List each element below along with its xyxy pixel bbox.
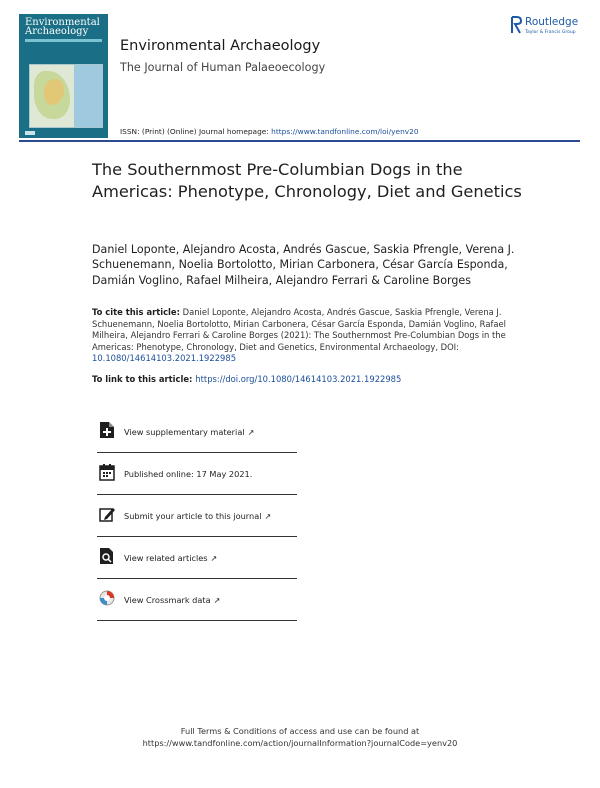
routledge-logo[interactable] [511,16,583,40]
cover-strip [25,39,102,42]
external-link-icon: ↗ [247,428,255,437]
crossmark-icon [99,589,115,607]
cite-text: Daniel Loponte, Alejandro Acosta, Andrés Gascue, Saskia Pfrengle, Verena J. Schuenemann, Noelia Bortolotto, Mirian Carbonera, César García Esponda, Damián Voglino, Rafael Milheira, Alejandro Ferrari & Caroline Borges (2021): The Southernmost Pre-Columbian Dogs in the Americas: Phenotype, Chronology, Diet and Genetics, Environmental Archaeology, DOI: [92,307,507,352]
issn-line [120,127,419,136]
calendar-icon [99,463,115,481]
citation-block [92,307,512,365]
external-link-icon: ↗ [264,512,272,521]
view-related-articles-link[interactable] [97,537,297,579]
external-link-icon: ↗ [213,596,221,605]
view-supplementary-material-link[interactable] [97,411,297,453]
link-label: To link to this article: [92,374,196,384]
header-divider [19,140,580,142]
terms-text: Full Terms & Conditions of access and use can be found at [180,726,420,736]
edit-icon [99,505,115,523]
article-title: The Southernmost Pre-Columbian Dogs in the Americas: Phenotype, Chronology, Diet and Genetics [92,160,522,201]
journal-subtitle: The Journal of Human Palaeoecology [120,61,326,74]
cover-publisher-mark [25,131,35,135]
issn-text: ISSN: (Print) (Online) Journal homepage: [120,127,272,136]
action-label: Published online: 17 May 2021. [124,469,253,479]
external-link-icon: ↗ [210,554,218,563]
publisher-name: Routledge [525,16,579,28]
action-label: Submit your article to this journal [124,511,262,521]
article-actions-list [97,411,297,621]
journal-cover-image [19,14,108,138]
cover-map-illustration [29,64,103,128]
submit-article-link[interactable] [97,495,297,537]
view-crossmark-link[interactable] [97,579,297,621]
doi-link[interactable]: 10.1080/14614103.2021.1922985 [92,353,237,364]
article-doi-url[interactable]: https://doi.org/10.1080/14614103.2021.1922985 [195,374,402,384]
routledge-r-icon [511,16,522,34]
terms-link[interactable]: https://www.tandfonline.com/action/journalInformation?journalCode=yenv20 [142,737,458,748]
cite-label: To cite this article: [92,307,180,317]
article-link-line [92,374,401,384]
publisher-tagline: Taylor & Francis Group [525,30,576,35]
action-label: View Crossmark data [124,595,211,605]
journal-homepage-link[interactable]: https://www.tandfonline.com/loi/yenv20 [271,127,419,136]
action-label: View related articles [124,553,208,563]
journal-title[interactable]: Environmental Archaeology [120,38,321,54]
cover-title-line1: Environmental [25,17,100,28]
cover-title-line2: Archaeology [25,26,89,37]
related-articles-icon [99,547,115,565]
article-authors: Daniel Loponte, Alejandro Acosta, Andrés Gascue, Saskia Pfrengle, Verena J. Schuenemann, Noelia Bortolotto, Mirian Carbonera, César García Esponda, Damián Voglino, Rafael Milheira, Alejandro Ferrari & Caroline Borges [92,243,515,287]
terms-footer [0,726,600,750]
action-label: View supplementary material [124,427,245,437]
published-online-item [97,453,297,495]
supplementary-material-icon [99,421,115,439]
